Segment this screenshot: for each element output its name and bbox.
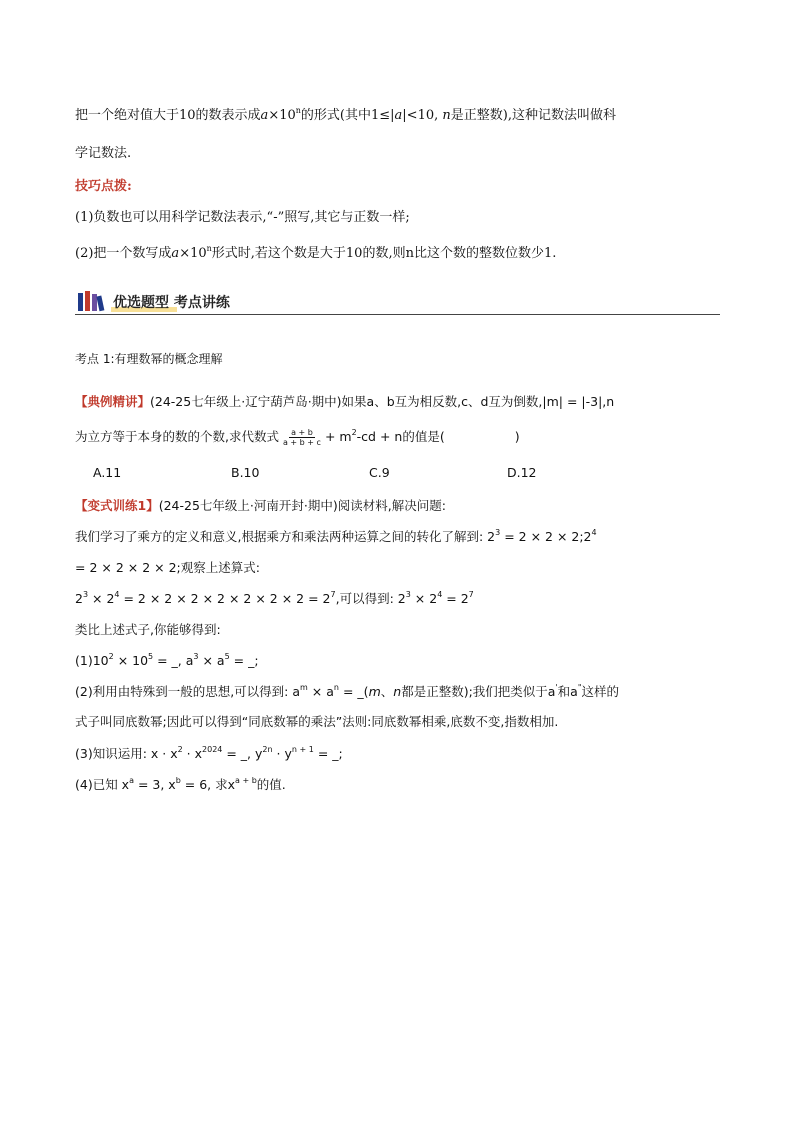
q1-sup-2: 2 bbox=[108, 652, 114, 661]
l3-f: = 2 bbox=[442, 591, 469, 606]
q4-c: = 6, 求x bbox=[180, 777, 235, 792]
kaodian-title: 考点 1:有理数幂的概念理解 bbox=[75, 352, 223, 366]
q2-sup-n: n bbox=[333, 683, 339, 692]
example-line-2 bbox=[75, 428, 520, 447]
q4-sup-a: a bbox=[129, 776, 134, 785]
q3-d: · y bbox=[272, 746, 292, 761]
intro-text-b: 的形式(其中1≤| bbox=[300, 108, 395, 123]
books-icon bbox=[77, 290, 105, 312]
variant-tag: 【变式训练1】 bbox=[75, 498, 159, 513]
q3-sup-2: 2 bbox=[177, 745, 183, 754]
l3-d: ,可以得到: 2 bbox=[335, 591, 406, 606]
l3-sup-3b: 3 bbox=[405, 590, 411, 599]
intro-text-c: |<10, bbox=[402, 108, 439, 123]
q2-prime-1: ' bbox=[555, 683, 558, 692]
q1-c: = _, a bbox=[153, 653, 194, 668]
q3-c: = _, y bbox=[222, 746, 263, 761]
tips-item-2-a: (2)把一个数写成 bbox=[75, 246, 172, 261]
q3-sup-2024: 2024 bbox=[202, 745, 223, 754]
q4-a: (4)已知 x bbox=[75, 777, 130, 792]
q2-e: 、 bbox=[380, 684, 394, 699]
var-a-3: a bbox=[171, 246, 180, 261]
tips-item-2 bbox=[75, 245, 556, 263]
sup-4: 4 bbox=[591, 528, 597, 537]
q1-sup-5b: 5 bbox=[224, 652, 230, 661]
q2-prime-2: " bbox=[577, 683, 582, 692]
example-tag: 【典例精讲】 bbox=[75, 394, 151, 409]
var-a-2: a bbox=[394, 108, 403, 123]
intro-line-1 bbox=[75, 107, 616, 125]
question-2 bbox=[75, 683, 619, 701]
intro-text-a: 把一个绝对值大于10的数表示成 bbox=[75, 108, 261, 123]
exp-n: n bbox=[295, 106, 301, 115]
q2-g: 都是正整数);我们把类似于a bbox=[401, 684, 556, 699]
q1-a: (1)10 bbox=[75, 653, 109, 668]
question-4 bbox=[75, 776, 286, 794]
l3-sup-4: 4 bbox=[114, 590, 120, 599]
q2-c: = _( bbox=[339, 684, 369, 699]
l3-sup-7b: 7 bbox=[468, 590, 474, 599]
option-a[interactable]: A.11 bbox=[93, 465, 122, 480]
example-line-1 bbox=[75, 393, 614, 411]
fraction-numerator: a + b bbox=[291, 428, 313, 437]
l3-b: × 2 bbox=[88, 591, 115, 606]
material-l1: 我们学习了乘方的定义和意义,根据乘方和乘法两种运算之间的转化了解到: 2 bbox=[75, 529, 496, 544]
q3-a: (3)知识运用: x · x bbox=[75, 746, 178, 761]
option-d[interactable]: D.12 bbox=[507, 465, 537, 480]
q2-sup-m: m bbox=[300, 683, 308, 692]
l3-sup-7: 7 bbox=[330, 590, 336, 599]
q4-d: 的值. bbox=[256, 777, 286, 792]
fraction-denominator: a + b + c bbox=[282, 438, 321, 447]
var-a: a bbox=[260, 108, 269, 123]
tips-title: 技巧点拨: bbox=[75, 179, 132, 194]
q1-d: × a bbox=[198, 653, 225, 668]
q2-h: 和a bbox=[557, 684, 578, 699]
intro-line-2: 学记数法. bbox=[75, 146, 132, 161]
q4-b: = 3, x bbox=[133, 777, 176, 792]
q1-sup-5: 5 bbox=[148, 652, 154, 661]
material-line-4: 类比上述式子,你能够得到: bbox=[75, 622, 221, 637]
var-n: n bbox=[442, 108, 451, 123]
question-3 bbox=[75, 745, 343, 763]
variant-text: (24-25七年级上·河南开封·期中)阅读材料,解决问题: bbox=[158, 498, 446, 513]
material-line-3 bbox=[75, 590, 474, 608]
q2-a: (2)利用由特殊到一般的思想,可以得到: a bbox=[75, 684, 301, 699]
example-options bbox=[93, 464, 645, 482]
section-heading bbox=[75, 290, 720, 315]
l3-a: 2 bbox=[75, 591, 83, 606]
times-ten-2: ×10 bbox=[179, 246, 207, 261]
q2-var-m: m bbox=[368, 684, 381, 699]
l3-c: = 2 × 2 × 2 × 2 × 2 × 2 × 2 = 2 bbox=[119, 591, 331, 606]
tips-item-1: (1)负数也可以用科学记数法表示,“-”照写,其它与正数一样; bbox=[75, 210, 410, 225]
l3-sup-3: 3 bbox=[82, 590, 89, 599]
intro-text-d: 是正整数),这种记数法叫做科 bbox=[450, 108, 616, 123]
q1-sup-3: 3 bbox=[193, 652, 199, 661]
l3-e: × 2 bbox=[410, 591, 438, 606]
q2-i: 这样的 bbox=[581, 684, 620, 699]
section-title: 优选题型 考点讲练 bbox=[113, 295, 230, 311]
example-text-2b: + m bbox=[324, 429, 352, 444]
exp-n-2: n bbox=[206, 244, 212, 253]
q4-sup-b: b bbox=[175, 776, 181, 785]
q3-sup-n1: n + 1 bbox=[291, 745, 314, 754]
example-text-2c: -cd + n的值是( bbox=[356, 429, 445, 444]
example-text-1: (24-25七年级上·辽宁葫芦岛·期中)如果a、b互为相反数,c、d互为倒数,|m| = |-3|,n bbox=[150, 394, 615, 409]
q3-sup-2n: 2n bbox=[262, 745, 273, 754]
question-1 bbox=[75, 652, 259, 670]
option-c[interactable]: C.9 bbox=[369, 465, 390, 480]
option-b[interactable]: B.10 bbox=[231, 465, 260, 480]
tips-item-2-b: 形式时,若这个数是大于10的数,则n比这个数的整数位数少1. bbox=[211, 246, 557, 261]
material-line-1 bbox=[75, 528, 597, 546]
exp-two: 2 bbox=[351, 428, 357, 437]
fraction bbox=[281, 428, 323, 447]
example-text-2a: 为立方等于本身的数的个数,求代数式 bbox=[75, 429, 279, 444]
q1-e: = _; bbox=[229, 653, 259, 668]
q2-var-n: n bbox=[393, 684, 402, 699]
example-text-2d: ) bbox=[514, 429, 520, 444]
q4-sup-ab: a + b bbox=[235, 776, 257, 785]
variant-line bbox=[75, 497, 446, 515]
sup-3: 3 bbox=[495, 528, 501, 537]
q3-b: · x bbox=[182, 746, 203, 761]
l3-sup-4b: 4 bbox=[437, 590, 443, 599]
material-l1b: = 2 × 2 × 2;2 bbox=[500, 529, 592, 544]
times-ten: ×10 bbox=[268, 108, 296, 123]
question-2-line-2: 式子叫同底数幂;因此可以得到“同底数幂的乘法”法则:同底数幂相乘,底数不变,指数相加. bbox=[75, 714, 559, 729]
material-line-2: = 2 × 2 × 2 × 2;观察上述算式: bbox=[75, 560, 260, 575]
q3-e: = _; bbox=[313, 746, 343, 761]
q2-b: × a bbox=[307, 684, 334, 699]
q1-b: × 10 bbox=[113, 653, 149, 668]
